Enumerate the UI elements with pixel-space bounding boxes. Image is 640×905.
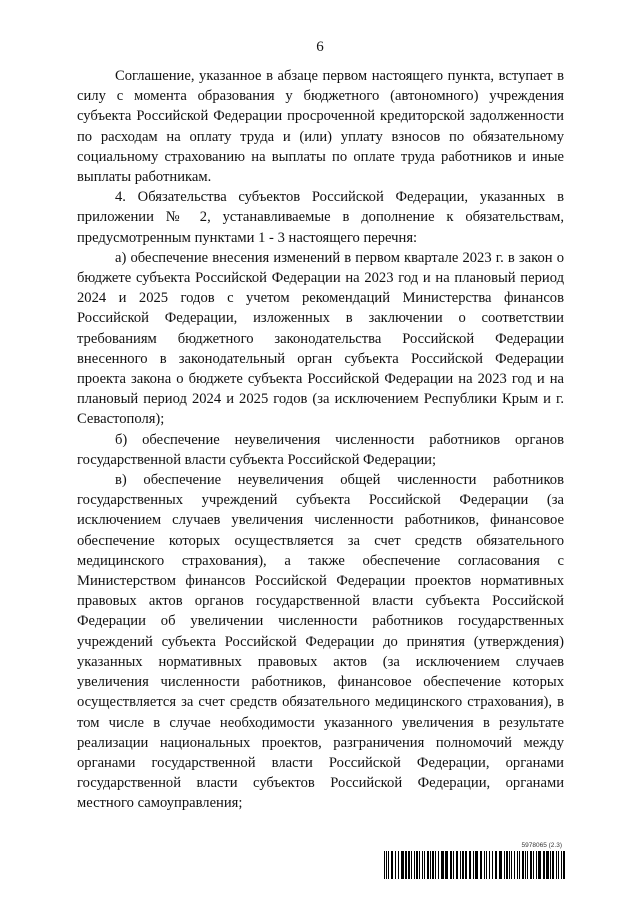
barcode-bar: [469, 851, 471, 879]
barcode-bar: [401, 851, 404, 879]
barcode-bar: [473, 851, 474, 879]
barcode-bar: [388, 851, 389, 879]
barcode-bar: [556, 851, 557, 879]
barcode-bar: [550, 851, 551, 879]
barcode-bar: [517, 851, 518, 879]
barcode-bar: [538, 851, 541, 879]
barcode-bar: [543, 851, 545, 879]
barcode-bar: [536, 851, 537, 879]
barcode-bar: [427, 851, 429, 879]
paragraph-subitem-b: б) обеспечение неувеличения численности работников органов государственной власти субъекта Российской Федерации;: [77, 431, 564, 468]
barcode-bar: [558, 851, 559, 879]
paragraph-agreement-effect: Соглашение, указанное в абзаце первом настоящего пункта, вступает в силу с момента образования у бюджетного (автономного) учреждения субъекта Российской Федерации просроченной кредиторской задолженности по расходам на оплату труда и (или) уплату взносов по обязательному социальному страхованию на выплаты по оплате труда работников и иные выплаты работникам.: [77, 68, 564, 186]
barcode-bar: [411, 851, 412, 879]
barcode-bar: [456, 851, 458, 879]
barcode-bar: [408, 851, 410, 879]
barcode-bar: [495, 851, 497, 879]
barcode-bar: [395, 851, 396, 879]
paragraph-item-4: 4. Обязательства субъектов Российской Федерации, указанных в приложении № 2, устанавливаемые в дополнение к обязательствам, предусмотренным пунктами 1 - 3 настоящего перечня:: [77, 189, 564, 246]
barcode-bar: [480, 851, 482, 879]
barcode-bar: [563, 851, 565, 879]
barcode-bar: [405, 851, 407, 879]
barcode-bar: [414, 851, 415, 879]
barcode-bar: [530, 851, 532, 879]
paragraph-subitem-a: а) обеспечение внесения изменений в первом квартале 2023 г. в закон о бюджете субъекта Российской Федерации на 2023 год и на плановый период 2024 и 2025 годов с учетом рекомендаций Министерства финансов Российской Федерации, изложенных в заключении о соответствии требованиям бюджетного законодательства Российской Федерации внесенного в законодательный орган субъекта Российской Федерации проекта закона о бюджете субъекта Российской Федерации на 2023 год и на плановый период 2024 и 2025 годов (за исключением Республики Крым и г. Севастополя);: [77, 249, 564, 428]
barcode-bar: [504, 851, 505, 879]
barcode-bar: [384, 851, 385, 879]
barcode-bar: [522, 851, 524, 879]
barcode-bar: [552, 851, 554, 879]
barcode-bar: [438, 851, 439, 879]
barcode-bar: [509, 851, 510, 879]
barcode-bar: [386, 851, 387, 879]
barcode-bar: [416, 851, 418, 879]
barcode-bar: [533, 851, 534, 879]
barcode-bar: [484, 851, 485, 879]
barcode-bar: [435, 851, 436, 879]
barcode-bar: [561, 851, 562, 879]
barcode-code-label: 5978065 (2.3): [521, 842, 562, 849]
barcode-bar: [486, 851, 487, 879]
barcode-bar: [445, 851, 448, 879]
document-body: [77, 66, 564, 814]
barcode-bar: [398, 851, 399, 879]
barcode-bar: [489, 851, 490, 879]
barcode-bar: [391, 851, 393, 879]
document-barcode: [384, 842, 568, 882]
page-number: 6: [316, 39, 324, 55]
barcode-bar: [441, 851, 444, 879]
barcode-bar: [450, 851, 452, 879]
barcode-bar: [514, 851, 515, 879]
barcode-bar: [422, 851, 423, 879]
barcode-bar: [506, 851, 508, 879]
barcode-bar: [519, 851, 520, 879]
barcode-bar: [462, 851, 464, 879]
barcode-icon: [384, 851, 568, 879]
barcode-bar: [492, 851, 493, 879]
barcode-bar: [432, 851, 434, 879]
barcode-bar: [499, 851, 502, 879]
barcode-bar: [419, 851, 420, 879]
barcode-bar: [465, 851, 467, 879]
barcode-bar: [546, 851, 549, 879]
barcode-bar: [475, 851, 478, 879]
barcode-bar: [430, 851, 431, 879]
barcode-bar: [527, 851, 528, 879]
barcode-bar: [525, 851, 526, 879]
barcode-bar: [511, 851, 512, 879]
barcode-bar: [424, 851, 425, 879]
paragraph-subitem-v: в) обеспечение неувеличения общей численности работников государственных учреждений субъекта Российской Федерации (за исключением случаев увеличения численности работников, финансовое обеспечение которых осуществляется за счет средств обязательного медицинского страхования), а также обеспечение согласования с Министерством финансов Российской Федерации проектов нормативных правовых актов органов государственной власти субъекта Российской Федерации об увеличении численности работников государственных учреждений субъекта Российской Федерации до принятия (утверждения) указанных нормативных правовых актов (за исключением случаев увеличения численности работников, финансовое обеспечение которых осуществляется за счет средств обязательного медицинского страхования), в том числе в случае необходимости указанного увеличения в результате реализации национальных проектов, разграничения полномочий между органами государственной власти Российской Федерации, органами государственной власти субъектов Российской Федерации, органами местного самоуправления;: [77, 472, 564, 812]
barcode-bar: [460, 851, 461, 879]
barcode-bar: [453, 851, 454, 879]
